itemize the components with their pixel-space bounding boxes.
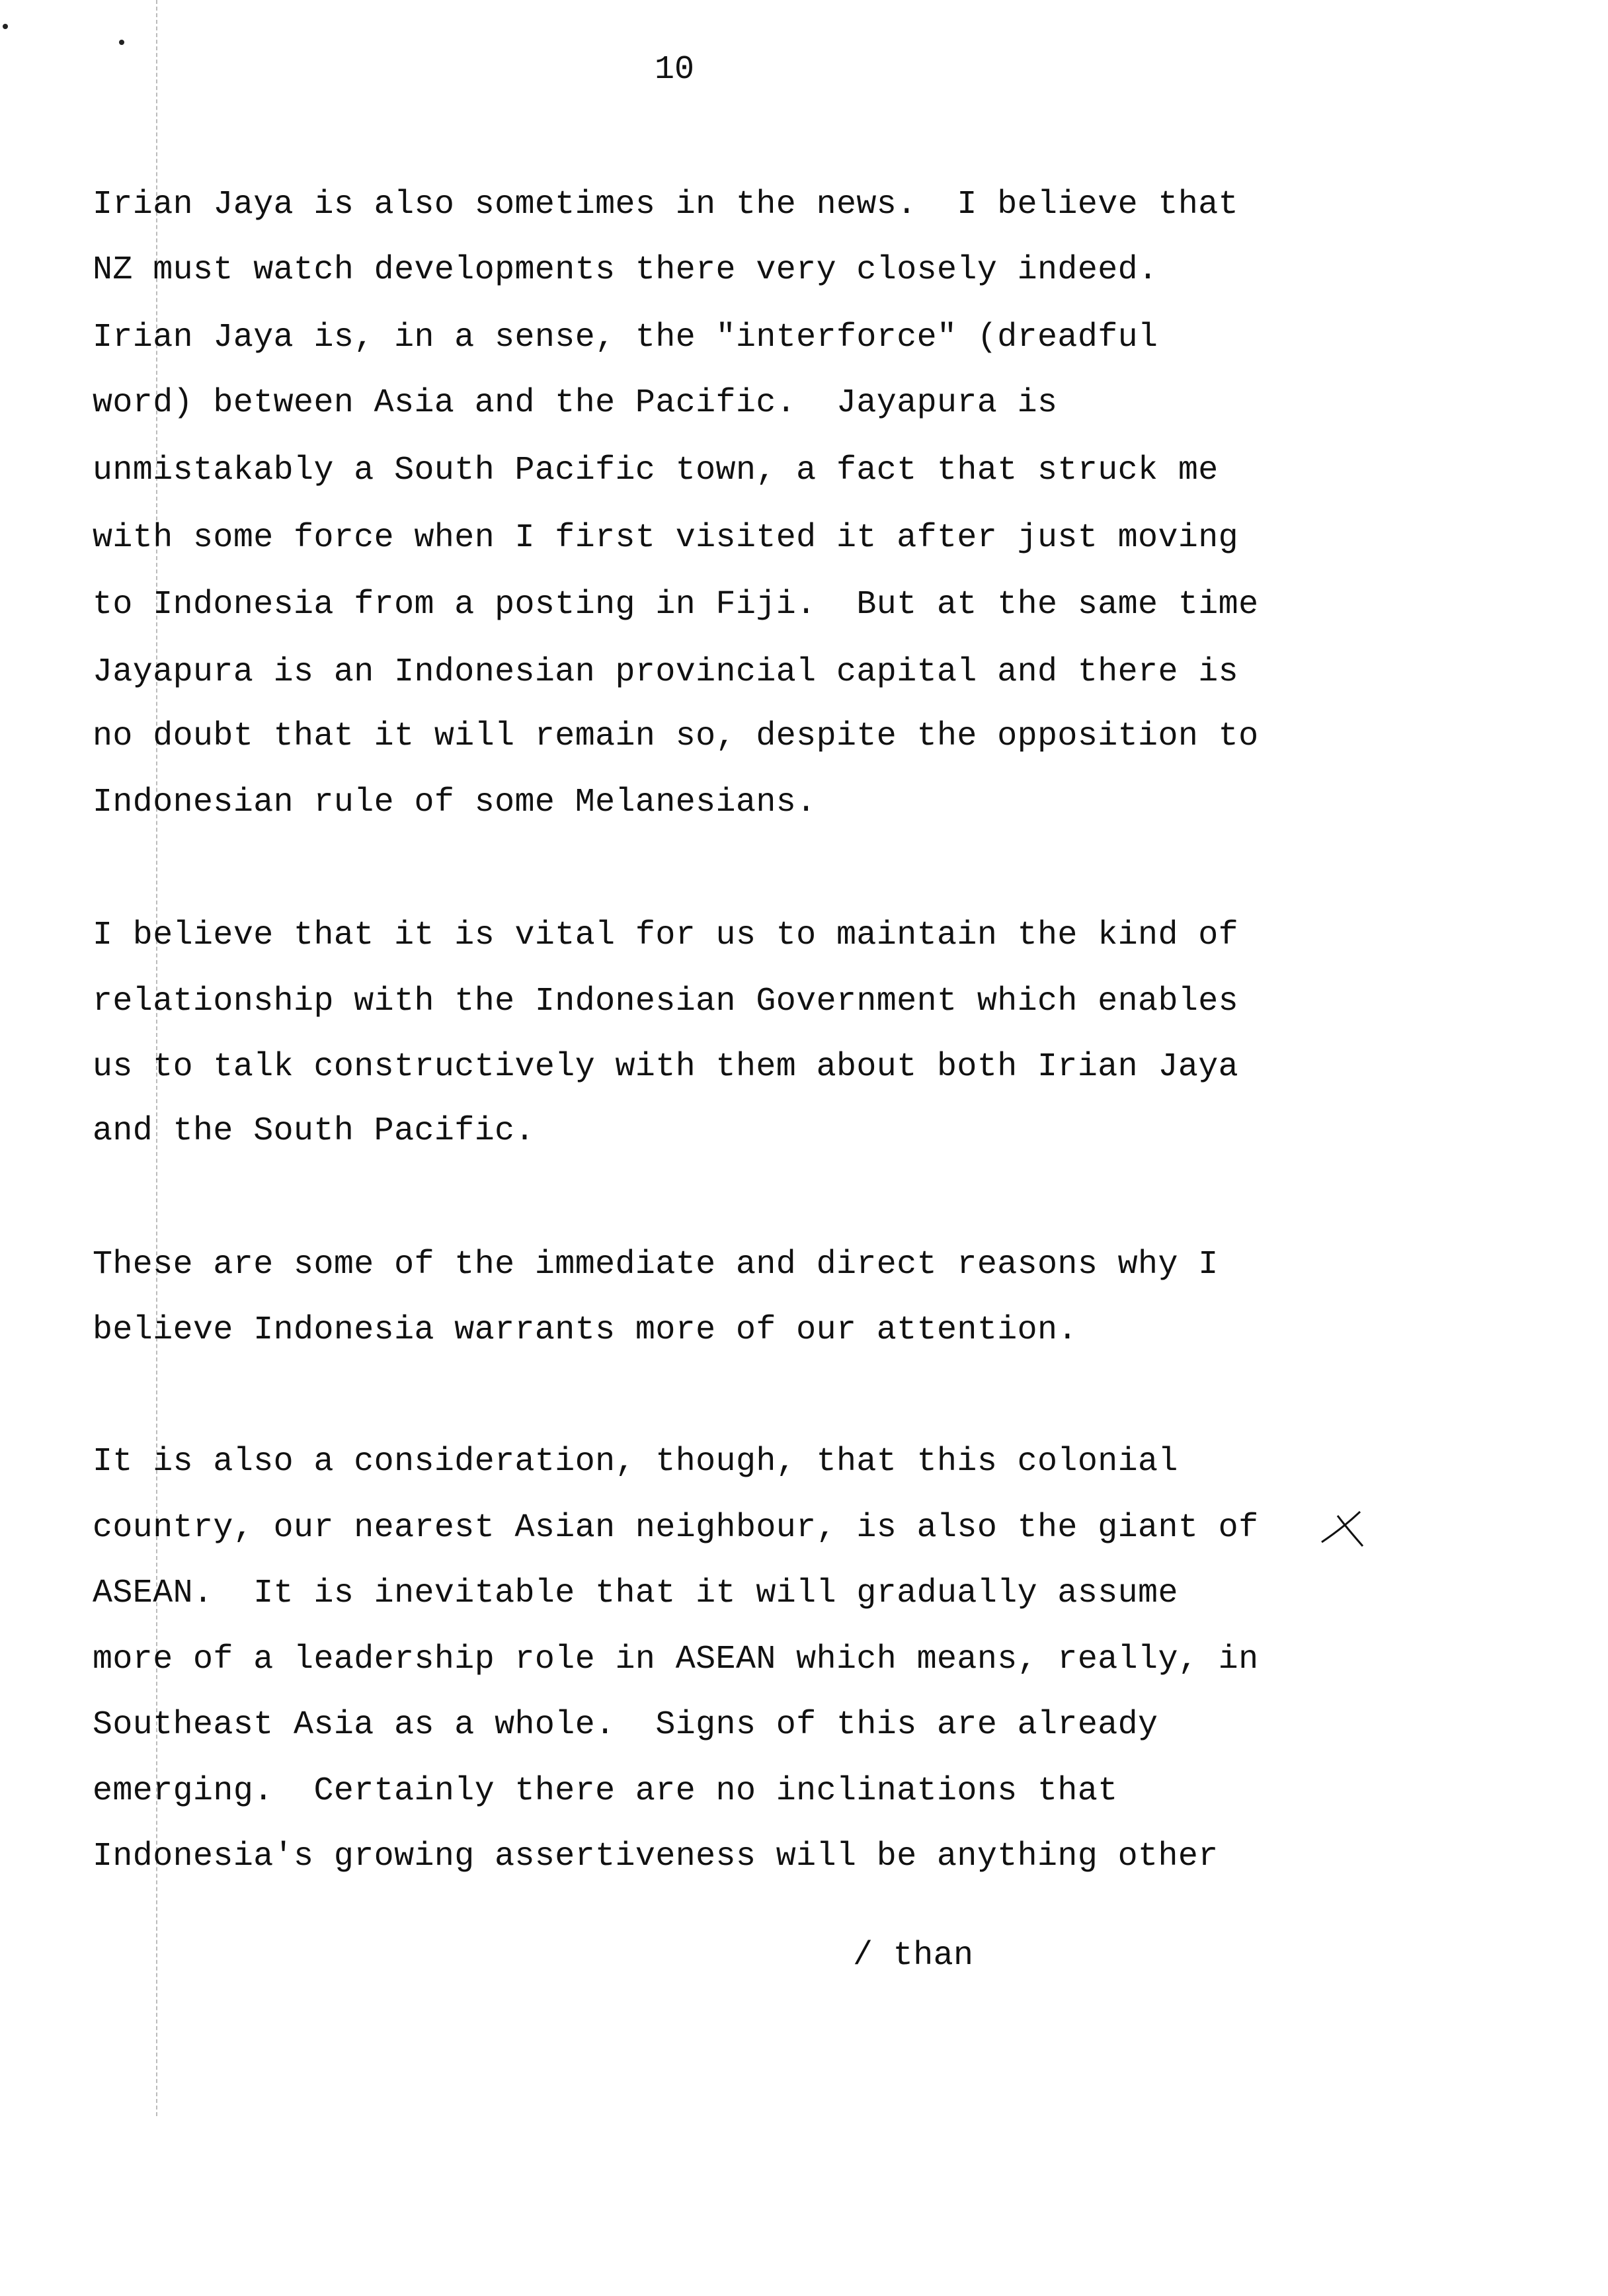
text-line: and the South Pacific.	[93, 1112, 535, 1150]
text-line: Southeast Asia as a whole. Signs of this are already	[93, 1706, 1158, 1744]
page-number: 10	[655, 51, 695, 89]
text-line: It is also a consideration, though, that this colonial	[93, 1443, 1178, 1481]
text-line: These are some of the immediate and direct reasons why I	[93, 1246, 1219, 1284]
continuation-catchword: / than	[853, 1937, 974, 1975]
text-line: ASEAN. It is inevitable that it will gradually assume	[93, 1575, 1178, 1612]
text-line: word) between Asia and the Pacific. Jayapura is	[93, 384, 1058, 422]
text-line: no doubt that it will remain so, despite the opposition to	[93, 718, 1259, 755]
text-line: more of a leadership role in ASEAN which means, really, in	[93, 1641, 1259, 1678]
scan-speck	[119, 40, 124, 45]
text-line: believe Indonesia warrants more of our attention.	[93, 1311, 1078, 1349]
text-line: to Indonesia from a posting in Fiji. But at the same time	[93, 586, 1259, 624]
text-line: Irian Jaya is also sometimes in the news. I believe that	[93, 186, 1239, 224]
text-line: emerging. Certainly there are no inclinations that	[93, 1772, 1118, 1810]
text-line: us to talk constructively with them about both Irian Jaya	[93, 1048, 1239, 1086]
handwritten-x-mark	[1319, 1508, 1365, 1547]
text-line: I believe that it is vital for us to maintain the kind of	[93, 917, 1239, 954]
scan-speck	[3, 24, 8, 29]
text-line: country, our nearest Asian neighbour, is also the giant of	[93, 1509, 1259, 1547]
text-line: Jayapura is an Indonesian provincial capital and there is	[93, 653, 1239, 691]
text-line: Irian Jaya is, in a sense, the "interforce" (dreadful	[93, 319, 1158, 356]
text-line: relationship with the Indonesian Government which enables	[93, 983, 1239, 1020]
text-line: Indonesian rule of some Melanesians.	[93, 784, 817, 821]
text-line: unmistakably a South Pacific town, a fact that struck me	[93, 452, 1219, 489]
text-line: NZ must watch developments there very closely indeed.	[93, 251, 1158, 289]
text-line: Indonesia's growing assertiveness will be anything other	[93, 1838, 1219, 1875]
text-line: with some force when I first visited it after just moving	[93, 519, 1239, 557]
